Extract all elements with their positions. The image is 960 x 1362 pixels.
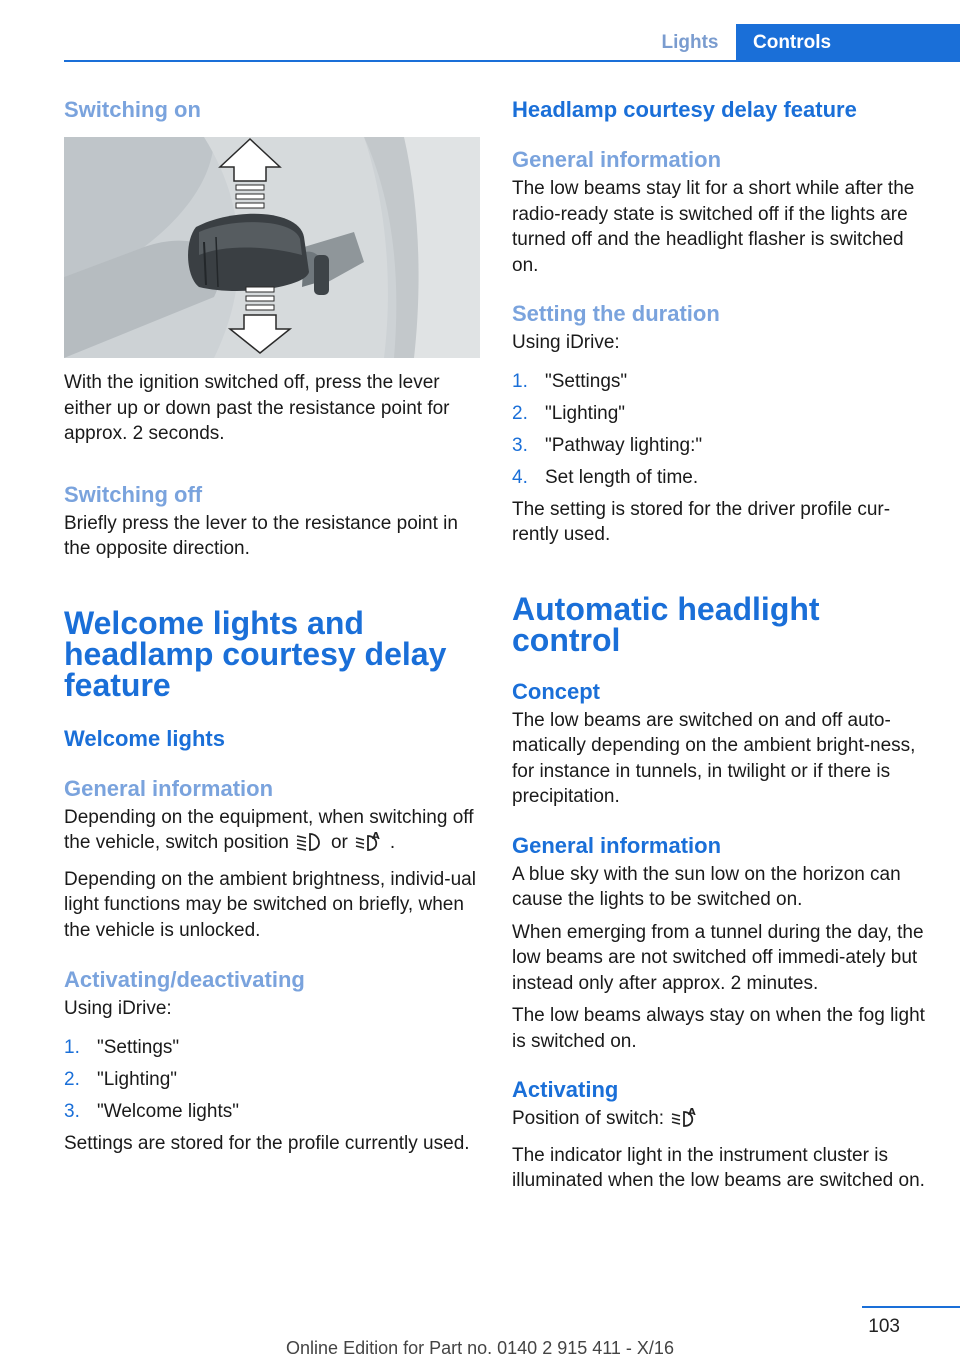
welcome-general-end: .: [389, 832, 396, 853]
heading-activating: Activating: [512, 1077, 619, 1102]
list-item-text: "Welcome lights": [97, 1100, 239, 1122]
switching-off-body: Briefly press the lever to the resistance point in the opposite direction.: [64, 512, 458, 559]
activating-body-2: The indicator light in the instrument cluster is illuminated when the low beams are switched on.: [512, 1144, 925, 1191]
automatic-general-body-2: When emerging from a tunnel during the day, the low beams are not switched off immedi‐ately but instead only after approx. 2 minutes.: [512, 921, 924, 994]
heading-concept: Concept: [512, 678, 600, 704]
lever-image: [64, 137, 480, 358]
duration-intro: Using iDrive:: [512, 332, 620, 353]
welcome-activating-outro: Settings are stored for the profile currently used.: [64, 1132, 470, 1154]
footer-edition: Online Edition for Part no. 0140 2 915 411 - X/16: [286, 1338, 674, 1358]
welcome-activating-intro: Using iDrive:: [64, 998, 172, 1019]
list-item-number: 1.: [64, 1036, 80, 1058]
concept-body: The low beams are switched on and off auto‐matically depending on the ambient bright‐ness, for instance in tunnels, in twilight or if there is precipitation.: [512, 709, 916, 807]
list-item-number: 2.: [64, 1068, 80, 1090]
list-item: [64, 1099, 482, 1125]
heading-welcome-lights: Welcome lights: [64, 725, 225, 751]
welcome-general-body-2: Depending on the ambient brightness, individ‐ual light functions may be switched on briefly, when the vehicle is unlocked.: [64, 868, 476, 941]
list-item: [64, 1035, 482, 1061]
heading-welcome-lights-section: Welcome lights and headlamp courtesy delay feature: [64, 604, 447, 703]
heading-automatic-headlight-control: Automatic headlight control: [512, 590, 820, 658]
list-item-number: 4.: [512, 466, 528, 488]
welcome-steps-list: [64, 1035, 482, 1125]
duration-steps-list: [512, 369, 930, 491]
list-item-text: Set length of time.: [545, 466, 699, 488]
low-beam-icon: [295, 832, 325, 860]
auto-headlight-icon: [354, 830, 384, 860]
heading-automatic-general-info: General information: [512, 832, 722, 858]
list-item: [512, 433, 930, 459]
footer-rule: [862, 1306, 960, 1308]
list-item-text: "Lighting": [545, 402, 626, 424]
right-column: [512, 96, 930, 1194]
duration-outro: The setting is stored for the driver profile cur‐rently used.: [512, 498, 891, 545]
lever-up-down-illustration: [64, 137, 480, 358]
heading-courtesy-general-info: General information: [512, 147, 722, 172]
heading-courtesy-delay: Headlamp courtesy delay feature: [512, 97, 857, 122]
left-column: [64, 96, 482, 1156]
list-item-number: 2.: [512, 402, 528, 424]
list-item: [512, 401, 930, 427]
svg-text:A: A: [688, 1107, 696, 1118]
switching-on-body: With the ignition switched off, press the lever either up or down past the resistance point for approx. 2 seconds.: [64, 372, 450, 444]
activating-body: [512, 1106, 930, 1136]
auto-headlight-icon: [670, 1106, 700, 1136]
welcome-general-text: Depending on the equipment, when switching off the vehicle, switch position: [64, 806, 474, 853]
svg-text:A: A: [371, 831, 380, 842]
list-item-number: 1.: [512, 370, 528, 392]
automatic-general-body-1: A blue sky with the sun low on the horizon can cause the lights to be switched on.: [512, 863, 901, 910]
automatic-general-body-3: The low beams always stay on when the fog light is switched on.: [512, 1005, 925, 1052]
activating-body-text: Position of switch:: [512, 1108, 665, 1129]
section-tab-lights: Lights: [661, 32, 719, 53]
heading-switching-off: Switching off: [64, 481, 203, 507]
page-number: 103: [868, 1316, 900, 1337]
list-item: [64, 1067, 482, 1093]
heading-switching-on: Switching on: [64, 97, 201, 122]
courtesy-general-body: The low beams stay lit for a short while after the radio-ready state is switched off if the lights are turned off and the headlight flasher is switched on.: [512, 178, 915, 276]
list-item-number: 3.: [64, 1100, 80, 1122]
chapter-tab-controls: Controls: [736, 24, 960, 62]
welcome-general-body: [64, 805, 482, 860]
list-item-text: "Pathway lighting:": [545, 434, 703, 456]
list-item-text: "Settings": [97, 1036, 180, 1058]
welcome-general-or: or: [330, 832, 348, 853]
list-item-text: "Settings": [545, 370, 628, 392]
list-item-number: 3.: [512, 434, 528, 456]
heading-setting-duration: Setting the duration: [512, 301, 720, 326]
heading-activating-deactivating: Activating/deactivating: [64, 967, 305, 992]
heading-welcome-general-info: General information: [64, 775, 274, 801]
list-item-text: "Lighting": [97, 1068, 178, 1090]
list-item: [512, 465, 930, 491]
header-rule: [64, 60, 960, 62]
page-header: [0, 0, 960, 62]
list-item: [512, 369, 930, 395]
